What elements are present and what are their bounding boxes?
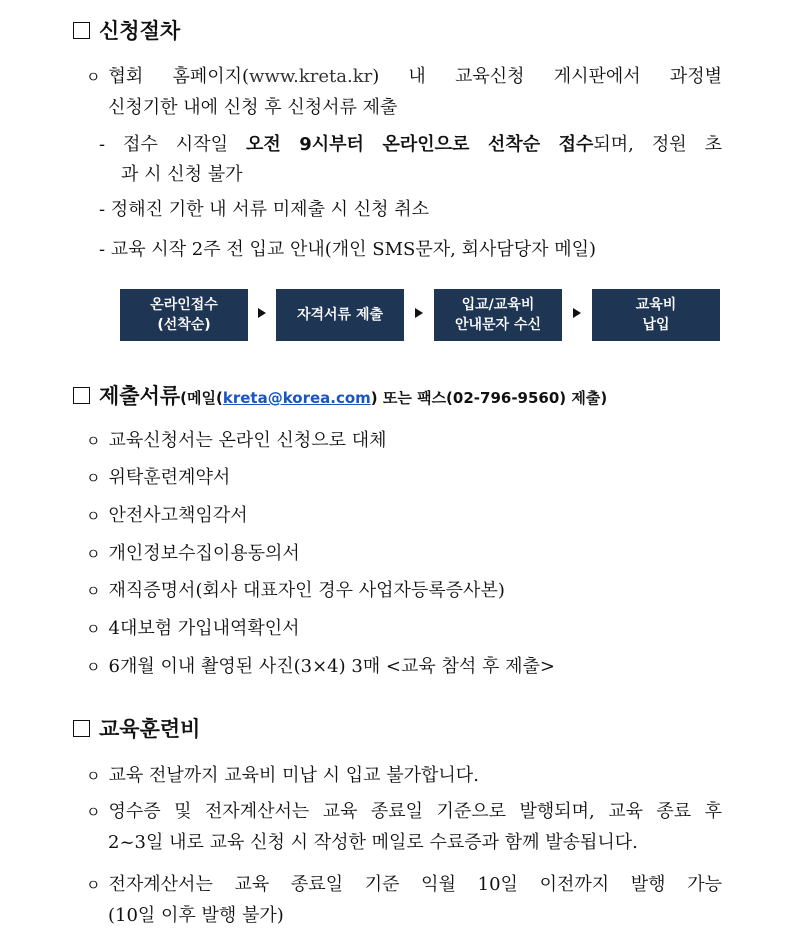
bullet-circle-icon: ㅇ [86,507,101,525]
checkbox-square-icon [73,22,90,39]
apply-line-2: 신청기한 내에 신청 후 신청서류 제출 [108,97,398,118]
flow-step-documents: 자격서류 제출 [276,289,404,341]
bullet-circle-icon: ㅇ [86,469,101,487]
doc-item: ㅇ 안전사고책임각서 [86,505,248,526]
section-title-documents: 제출서류(메일(kreta@korea.com) 또는 팩스(02-796-9560) 제출) [73,380,607,410]
doc-item: ㅇ 4대보험 가입내역확인서 [86,618,300,639]
bullet-circle-icon: ㅇ [86,68,101,86]
apply-detail-2: - 정해진 기한 내 서류 미제출 시 신청 취소 [99,199,430,220]
section-title-fee: 교육훈련비 [73,713,200,743]
flow-step-online: 온라인접수 (선착순) [120,289,248,341]
homepage-link[interactable]: www.kreta.kr [249,66,373,87]
bullet-circle-icon: ㅇ [86,432,101,450]
bullet-circle-icon: ㅇ [86,545,101,563]
apply-line-1: ㅇ 협회 홈페이지(www.kreta.kr) 내 교육신청 게시판에서 과정별 [86,66,722,87]
bullet-circle-icon: ㅇ [86,582,101,600]
apply-detail-1: - 접수 시작일 오전 9시부터 온라인으로 선착순 접수되며, 정원 초 [99,134,723,155]
flow-step-notice: 입교/교육비 안내문자 수신 [434,289,562,341]
email-link[interactable]: kreta@korea.com [222,389,371,407]
apply-highlight: 오전 9시부터 온라인으로 선착순 접수 [245,134,594,155]
section-title-apply: 신청절차 [73,15,180,45]
doc-item: ㅇ 교육신청서는 온라인 신청으로 대체 [86,430,387,451]
flow-step-payment: 교육비 납입 [592,289,720,341]
arrow-right-icon [258,308,266,318]
apply-detail-1-cont: 과 시 신청 불가 [121,164,243,185]
fee-item-1: ㅇ 교육 전날까지 교육비 미납 시 입교 불가합니다. [86,765,479,786]
doc-item: ㅇ 재직증명서(회사 대표자인 경우 사업자등록증사본) [86,580,505,601]
checkbox-square-icon [73,387,90,404]
apply-detail-3: - 교육 시작 2주 전 입교 안내(개인 SMS문자, 회사담당자 메일) [99,239,597,260]
fee-item-3-cont: (10일 이후 발행 불가) [108,905,284,926]
bullet-circle-icon: ㅇ [86,620,101,638]
arrow-right-icon [415,308,423,318]
doc-item: ㅇ 6개월 이내 촬영된 사진(3×4) 3매 <교육 참석 후 제출> [86,656,555,677]
bullet-circle-icon: ㅇ [86,658,101,676]
bullet-circle-icon: ㅇ [86,803,101,821]
doc-item: ㅇ 개인정보수집이용동의서 [86,543,300,564]
bullet-circle-icon: ㅇ [86,876,101,894]
fee-item-2-cont: 2~3일 내로 교육 신청 시 작성한 메일로 수료증과 함께 발송됩니다. [108,832,638,853]
doc-item: ㅇ 위탁훈련계약서 [86,467,231,488]
bullet-circle-icon: ㅇ [86,767,101,785]
fee-item-2: ㅇ 영수증 및 전자계산서는 교육 종료일 기준으로 발행되며, 교육 종료 후 [86,801,722,822]
arrow-right-icon [573,308,581,318]
checkbox-square-icon [73,720,90,737]
fee-item-3: ㅇ 전자계산서는 교육 종료일 기준 익월 10일 이전까지 발행 가능 [86,874,722,895]
